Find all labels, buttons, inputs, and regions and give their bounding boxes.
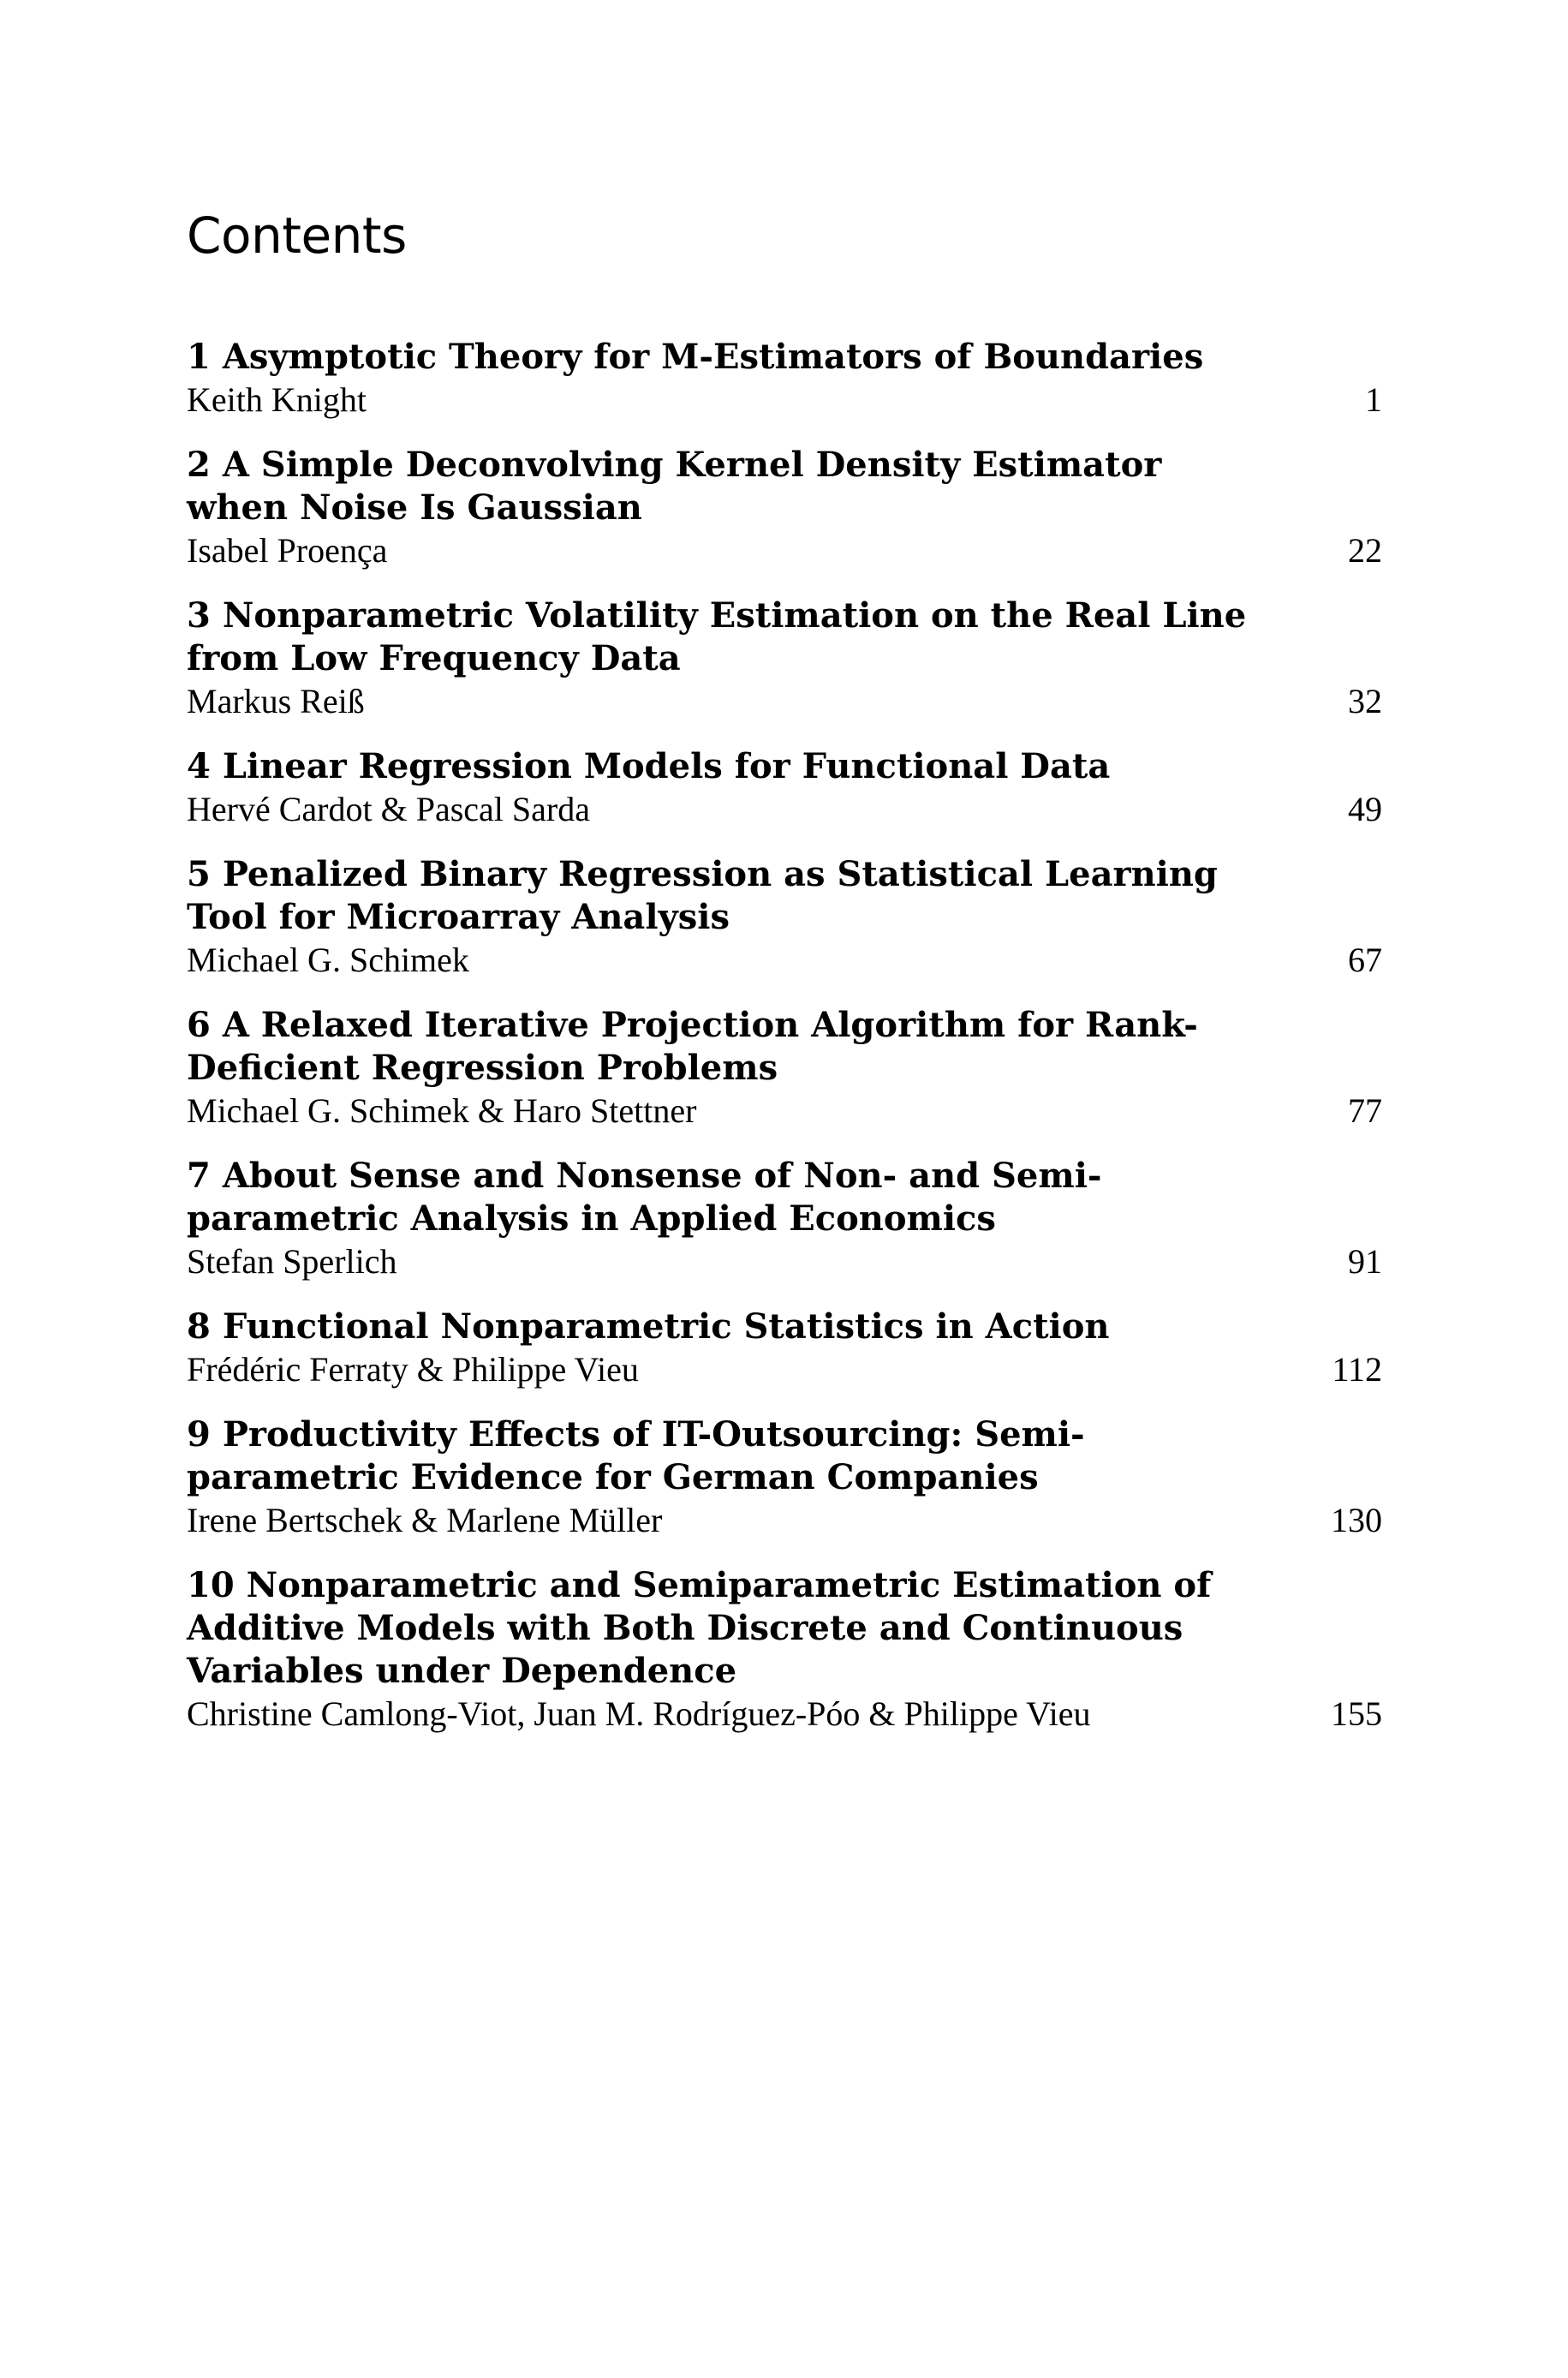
toc-entry xyxy=(187,1564,1382,1736)
chapter-authors: Michael G. Schimek xyxy=(187,941,469,979)
chapter-title-text: Asymptotic Theory for M-Estimators of Boundaries xyxy=(222,337,1204,377)
chapter-authors: Frédéric Ferraty & Philippe Vieu xyxy=(187,1350,639,1389)
chapter-title xyxy=(187,1564,1266,1693)
chapter-page-number: 22 xyxy=(1348,531,1382,570)
chapter-number: 4 xyxy=(187,746,211,786)
chapter-authors: Keith Knight xyxy=(187,380,367,419)
toc-entry xyxy=(187,1413,1382,1542)
chapter-title xyxy=(187,1004,1266,1090)
chapter-title-line xyxy=(187,594,1266,637)
toc-entry xyxy=(187,336,1382,421)
chapter-title-text: A Relaxed Iterative Projection Algorithm for Rank- xyxy=(222,1005,1198,1045)
chapter-title-text: Nonparametric and Semiparametric Estimation of xyxy=(246,1565,1212,1605)
page-title: Contents xyxy=(187,206,407,265)
chapter-title-line: Deficient Regression Problems xyxy=(187,1048,778,1088)
chapter-title-text: About Sense and Nonsense of Non- and Semi- xyxy=(222,1156,1102,1196)
chapter-number: 3 xyxy=(187,595,211,636)
chapter-page-number: 1 xyxy=(1365,380,1382,419)
toc-entry xyxy=(187,1004,1382,1132)
chapter-meta xyxy=(187,788,1382,831)
chapter-title-line xyxy=(187,1564,1266,1607)
chapter-title xyxy=(187,853,1266,939)
chapter-authors: Michael G. Schimek & Haro Stettner xyxy=(187,1091,697,1130)
toc-entry xyxy=(187,444,1382,572)
chapter-page-number: 112 xyxy=(1332,1350,1382,1389)
chapter-title-text: A Simple Deconvolving Kernel Density Estimator xyxy=(222,445,1162,485)
chapter-title-line xyxy=(187,1306,1266,1348)
chapter-title xyxy=(187,1155,1266,1240)
chapter-page-number: 49 xyxy=(1348,790,1382,828)
chapter-page-number: 67 xyxy=(1348,941,1382,979)
chapter-number: 2 xyxy=(187,445,211,485)
table-of-contents xyxy=(187,336,1382,1758)
chapter-title-line: Tool for Microarray Analysis xyxy=(187,897,730,937)
chapter-meta xyxy=(187,1693,1382,1736)
chapter-title xyxy=(187,444,1266,529)
chapter-title-line: parametric Analysis in Applied Economics xyxy=(187,1198,996,1239)
chapter-title xyxy=(187,1413,1266,1499)
chapter-title-line xyxy=(187,1155,1266,1198)
chapter-title-line: Additive Models with Both Discrete and Continuous xyxy=(187,1608,1183,1648)
toc-entry xyxy=(187,853,1382,982)
chapter-title-line xyxy=(187,745,1266,788)
chapter-title-text: Productivity Effects of IT-Outsourcing: Semi- xyxy=(222,1414,1085,1455)
chapter-title-text: Nonparametric Volatility Estimation on the Real Line xyxy=(222,595,1247,636)
chapter-meta xyxy=(187,1240,1382,1283)
chapter-number: 10 xyxy=(187,1565,235,1605)
chapter-title xyxy=(187,1306,1266,1348)
toc-entry xyxy=(187,1306,1382,1391)
toc-entry xyxy=(187,1155,1382,1283)
chapter-title-line: from Low Frequency Data xyxy=(187,638,681,678)
chapter-title xyxy=(187,745,1266,788)
chapter-page-number: 155 xyxy=(1331,1694,1382,1733)
chapter-meta xyxy=(187,529,1382,572)
chapter-page-number: 130 xyxy=(1331,1501,1382,1539)
chapter-title-line: parametric Evidence for German Companies xyxy=(187,1457,1039,1497)
chapter-page-number: 77 xyxy=(1348,1091,1382,1130)
chapter-number: 6 xyxy=(187,1005,211,1045)
chapter-meta xyxy=(187,1348,1382,1391)
chapter-authors: Markus Reiß xyxy=(187,682,365,720)
chapter-number: 8 xyxy=(187,1306,211,1347)
chapter-number: 5 xyxy=(187,854,211,894)
chapter-page-number: 91 xyxy=(1348,1242,1382,1281)
chapter-title-line: when Noise Is Gaussian xyxy=(187,487,642,528)
chapter-title-line xyxy=(187,444,1266,487)
chapter-title-text: Penalized Binary Regression as Statistical Learning xyxy=(222,854,1218,894)
chapter-title-line: Variables under Dependence xyxy=(187,1651,737,1691)
chapter-number: 1 xyxy=(187,337,211,377)
chapter-meta xyxy=(187,680,1382,723)
chapter-title xyxy=(187,336,1266,379)
chapter-title-text: Functional Nonparametric Statistics in Action xyxy=(222,1306,1110,1347)
chapter-meta xyxy=(187,379,1382,421)
chapter-number: 7 xyxy=(187,1156,211,1196)
chapter-authors: Isabel Proença xyxy=(187,531,388,570)
chapter-authors: Hervé Cardot & Pascal Sarda xyxy=(187,790,590,828)
chapter-meta xyxy=(187,939,1382,982)
chapter-title-text: Linear Regression Models for Functional Data xyxy=(222,746,1111,786)
chapter-authors: Stefan Sperlich xyxy=(187,1242,397,1281)
chapter-meta xyxy=(187,1090,1382,1132)
toc-entry xyxy=(187,745,1382,831)
toc-entry xyxy=(187,594,1382,723)
chapter-title-line xyxy=(187,1004,1266,1047)
chapter-meta xyxy=(187,1499,1382,1542)
chapter-authors: Irene Bertschek & Marlene Müller xyxy=(187,1501,663,1539)
chapter-title-line xyxy=(187,336,1266,379)
chapter-authors: Christine Camlong-Viot, Juan M. Rodríguez-Póo & Philippe Vieu xyxy=(187,1694,1091,1733)
chapter-title-line xyxy=(187,853,1266,896)
chapter-number: 9 xyxy=(187,1414,211,1455)
chapter-page-number: 32 xyxy=(1348,682,1382,720)
chapter-title-line xyxy=(187,1413,1266,1456)
chapter-title xyxy=(187,594,1266,680)
